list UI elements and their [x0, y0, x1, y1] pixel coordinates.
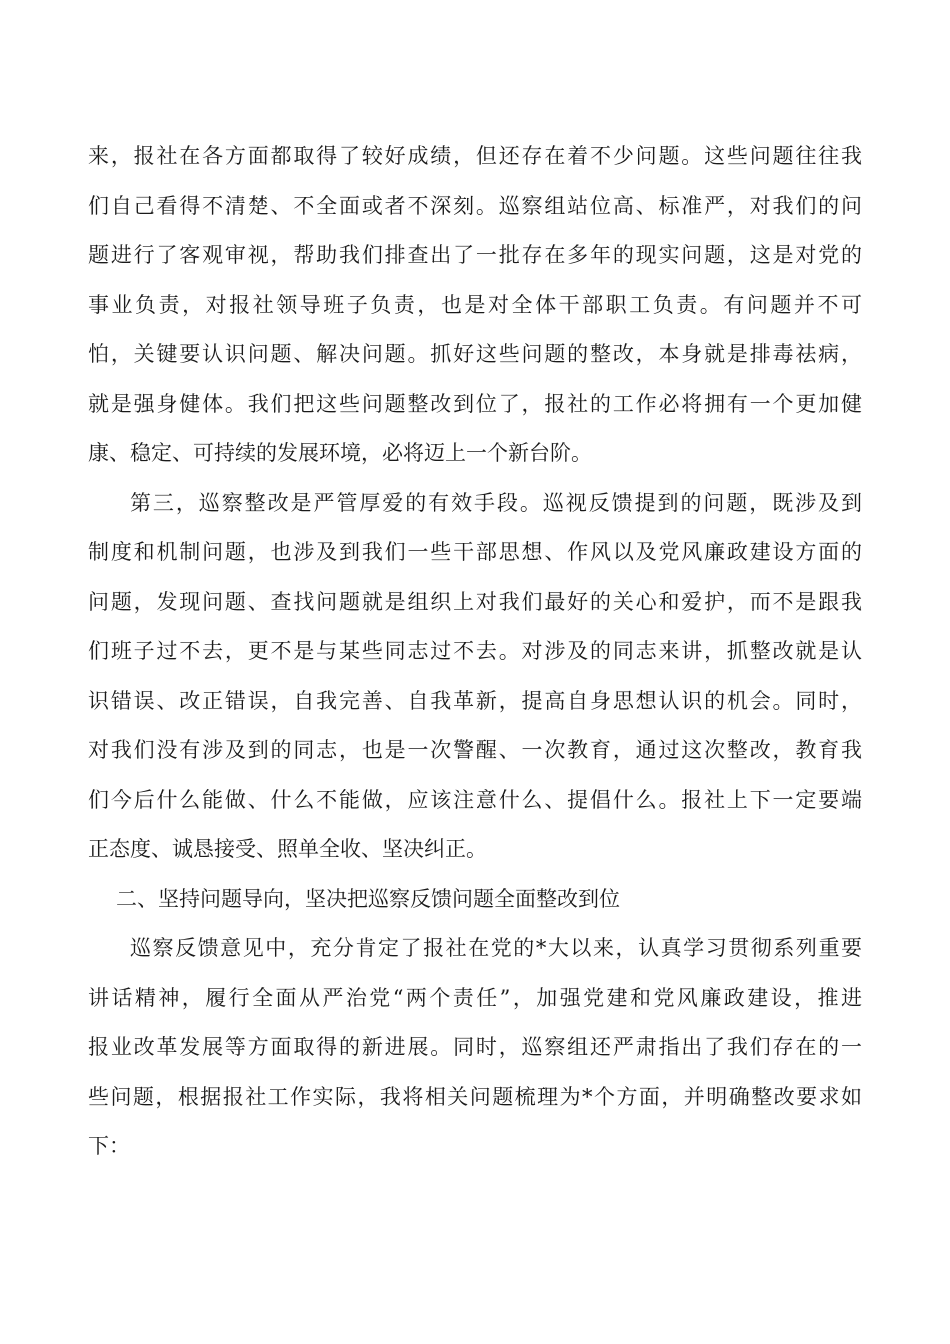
paragraph-line [88, 578, 862, 628]
paragraph-line [88, 231, 862, 281]
line-text: 报业改革发展等方面取得的新进展。同时，巡察组还严肃指出了我们存在的一 [88, 1035, 862, 1059]
paragraph-line [88, 479, 862, 529]
line-text: 怕，关键要认识问题、解决问题。抓好这些问题的整改，本身就是排毒祛病， [88, 342, 862, 366]
paragraph-line [88, 776, 862, 826]
paragraph-line [88, 974, 862, 1024]
line-text: 第三，巡察整改是严管厚爱的有效手段。巡视反馈提到的问题，既涉及到 [130, 490, 862, 515]
paragraph-line [88, 1122, 862, 1172]
paragraph-line [88, 677, 862, 727]
line-text: 些问题，根据报社工作实际，我将相关问题梳理为*个方面，并明确整改要求如 [88, 1084, 862, 1109]
paragraph-line [88, 380, 862, 430]
paragraph-line [88, 627, 862, 677]
line-text: 下： [88, 1134, 130, 1158]
paragraph-line [88, 528, 862, 578]
line-text: 康、稳定、可持续的发展环境，必将迈上一个新台阶。 [88, 441, 592, 465]
section-heading [88, 875, 862, 925]
line-text: 题进行了客观审视，帮助我们排查出了一批存在多年的现实问题，这是对党的 [88, 243, 862, 267]
line-text: 问题，发现问题、查找问题就是组织上对我们最好的关心和爱护，而不是跟我 [88, 589, 862, 614]
line-text: 就是强身健体。我们把这些问题整改到位了，报社的工作必将拥有一个更加健 [88, 391, 862, 416]
paragraph-line [88, 1073, 862, 1123]
heading-text: 二、坚持问题导向，坚决把巡察反馈问题全面整改到位 [116, 886, 620, 911]
paragraph-line [88, 726, 862, 776]
paragraph-line [88, 924, 862, 974]
paragraph-line [88, 330, 862, 380]
paragraph-line [88, 825, 862, 875]
line-text: 讲话精神，履行全面从严治党“两个责任”，加强党建和党风廉政建设，推进 [88, 985, 862, 1010]
document-body [88, 132, 862, 1172]
line-text: 对我们没有涉及到的同志，也是一次警醒、一次教育，通过这次整改，教育我 [88, 738, 862, 762]
line-text: 们班子过不去，更不是与某些同志过不去。对涉及的同志来讲，抓整改就是认 [88, 639, 862, 663]
paragraph-line [88, 281, 862, 331]
paragraph-line [88, 429, 862, 479]
paragraph-line [88, 132, 862, 182]
line-text: 巡察反馈意见中，充分肯定了报社在党的*大以来，认真学习贯彻系列重要 [130, 936, 862, 960]
line-text: 识错误、改正错误，自我完善、自我革新，提高自身思想认识的机会。同时， [88, 688, 862, 713]
paragraph-line [88, 1023, 862, 1073]
line-text: 正态度、诚恳接受、照单全收、坚决纠正。 [88, 837, 487, 861]
line-text: 制度和机制问题，也涉及到我们一些干部思想、作风以及党风廉政建设方面的 [88, 540, 862, 564]
paragraph-line [88, 182, 862, 232]
line-text: 们今后什么能做、什么不能做，应该注意什么、提倡什么。报社上下一定要端 [88, 787, 862, 812]
line-text: 们自己看得不清楚、不全面或者不深刻。巡察组站位高、标准严，对我们的问 [88, 193, 862, 218]
line-text: 来，报社在各方面都取得了较好成绩，但还存在着不少问题。这些问题往往我 [88, 144, 862, 168]
line-text: 事业负责，对报社领导班子负责，也是对全体干部职工负责。有问题并不可 [88, 292, 862, 317]
